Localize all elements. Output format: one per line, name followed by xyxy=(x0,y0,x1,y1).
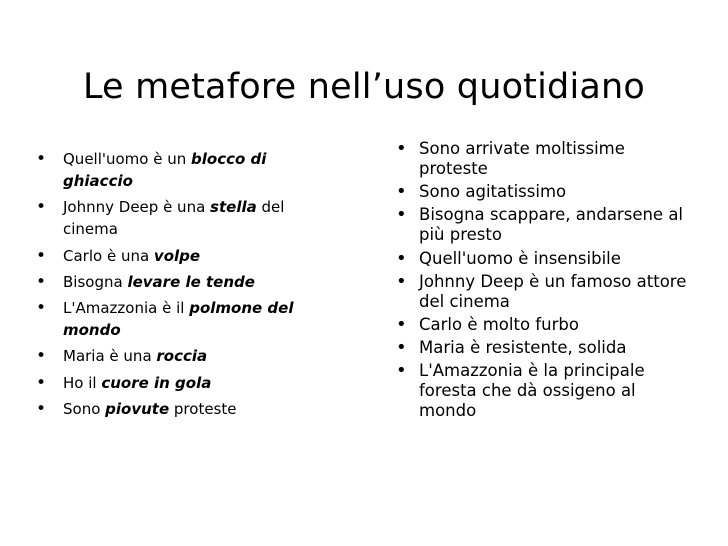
item-text: Sono agitatissimo xyxy=(419,182,567,202)
item-metaphor: piovute xyxy=(105,400,170,419)
bullet-icon: • xyxy=(396,313,407,335)
literal-meaning-list xyxy=(392,139,692,425)
bullet-icon: • xyxy=(36,372,47,393)
bullet-icon: • xyxy=(396,138,407,159)
list-item xyxy=(392,315,692,335)
item-metaphor: volpe xyxy=(153,246,201,265)
slide-title: Le metafore nell’uso quotidiano xyxy=(82,67,646,108)
item-text-end: del cinema xyxy=(63,198,285,239)
list-item xyxy=(36,245,326,267)
list-item xyxy=(36,148,326,192)
list-item xyxy=(36,196,326,240)
item-metaphor: polmone del mondo xyxy=(63,299,294,340)
list-item xyxy=(392,249,692,269)
item-metaphor: roccia xyxy=(156,347,208,366)
bullet-icon: • xyxy=(396,270,407,292)
list-item xyxy=(392,205,692,245)
list-item xyxy=(36,345,326,367)
item-metaphor: levare le tende xyxy=(127,272,255,291)
list-item xyxy=(392,182,692,202)
item-text: Quell'uomo è un xyxy=(63,150,192,168)
bullet-icon: • xyxy=(36,271,47,292)
list-item xyxy=(392,139,692,179)
item-metaphor: stella xyxy=(210,198,257,217)
item-text: Maria è resistente, solida xyxy=(419,338,627,358)
bullet-icon: • xyxy=(36,245,47,266)
bullet-icon: • xyxy=(396,360,407,382)
list-item xyxy=(392,338,692,358)
item-text: Sono arrivate moltissime proteste xyxy=(419,139,625,178)
bullet-icon: • xyxy=(36,298,47,319)
item-text: Carlo è molto furbo xyxy=(419,314,579,334)
item-text: Quell'uomo è insensibile xyxy=(419,248,621,268)
bullet-icon: • xyxy=(396,247,407,269)
item-text: L'Amazzonia è il xyxy=(63,299,190,318)
item-metaphor: blocco di ghiaccio xyxy=(63,150,267,190)
item-text: Maria è una xyxy=(63,347,157,366)
list-item xyxy=(392,272,692,312)
bullet-icon: • xyxy=(36,399,47,420)
item-text: Johnny Deep è un famoso attore del cinema xyxy=(419,271,687,311)
bullet-icon: • xyxy=(36,346,47,367)
item-text: Johnny Deep è una xyxy=(63,198,211,217)
list-item xyxy=(36,398,326,420)
item-text: L'Amazzonia è la principale foresta che dà ossigeno al mondo xyxy=(419,361,645,421)
item-text: Ho il xyxy=(63,373,102,392)
bullet-icon: • xyxy=(36,149,47,169)
item-text-end: proteste xyxy=(169,400,237,419)
list-item xyxy=(36,271,326,293)
bullet-icon: • xyxy=(36,197,47,218)
list-item xyxy=(36,372,326,394)
item-text: Sono xyxy=(63,400,106,419)
bullet-icon: • xyxy=(396,337,407,359)
list-item xyxy=(36,297,326,341)
metaphor-list xyxy=(36,148,326,424)
item-metaphor: cuore in gola xyxy=(101,373,212,392)
item-text: Bisogna scappare, andarsene al più presto xyxy=(419,205,684,245)
item-text: Carlo è una xyxy=(63,246,154,265)
list-item xyxy=(392,361,692,421)
bullet-icon: • xyxy=(396,204,407,226)
item-text: Bisogna xyxy=(63,272,128,291)
bullet-icon: • xyxy=(396,181,407,203)
